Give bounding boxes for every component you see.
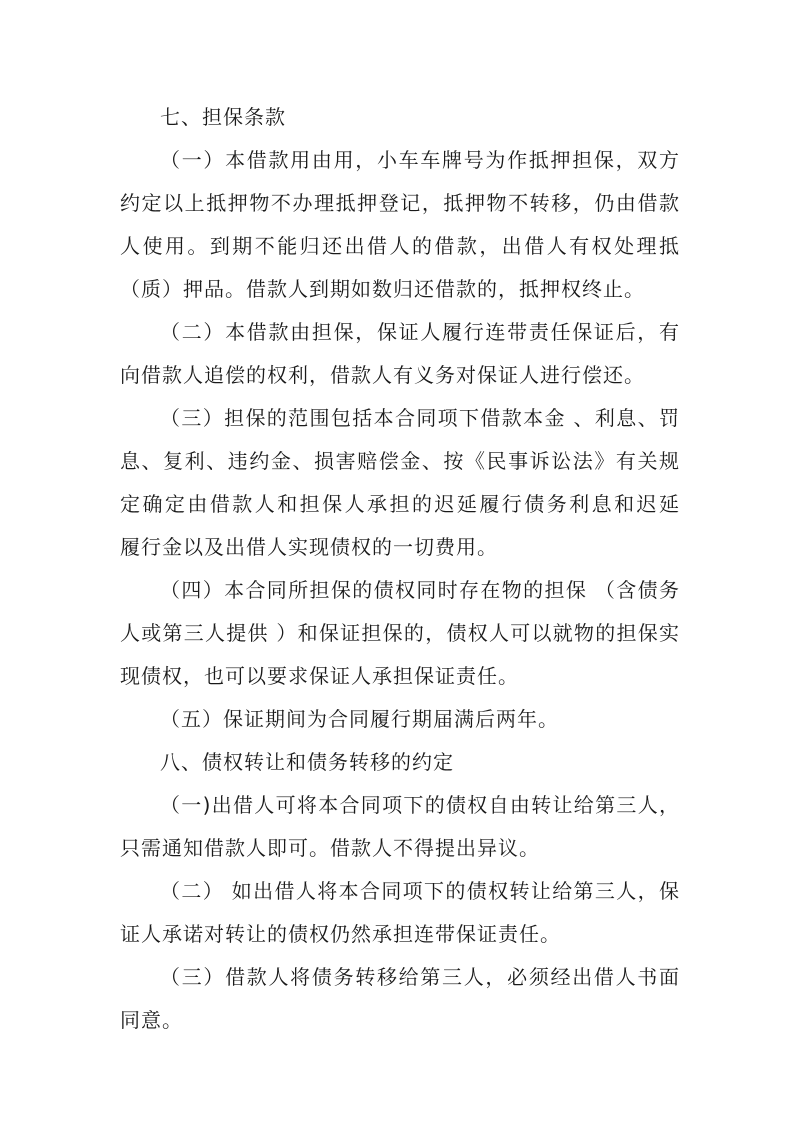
paragraph-line: 现债权，也可以要求保证人承担保证责任。 <box>120 664 519 688</box>
paragraph-line: 证人承诺对转让的债权仍然承担连带保证责任。 <box>120 922 561 946</box>
paragraph-line: （一)出借人可将本合同项下的债权自由转让给第三人， <box>160 793 680 817</box>
paragraph-line: 人或第三人提供 ）和保证担保的，债权人可以就物的担保实 <box>120 621 680 645</box>
paragraph-line: （质）押品。借款人到期如数归还借款的，抵押权终止。 <box>120 277 645 301</box>
paragraph-line: （二）本借款由担保，保证人履行连带责任保证后，有 <box>160 320 680 344</box>
paragraph-line: （一）本借款用由用，小车车牌号为作抵押担保，双方 <box>160 148 680 172</box>
paragraph-line: 约定以上抵押物不办理抵押登记，抵押物不转移，仍由借款 <box>120 191 680 215</box>
paragraph-line: （三）借款人将债务转移给第三人，必须经出借人书面 <box>160 965 680 989</box>
paragraph-line: 向借款人追偿的权利，借款人有义务对保证人进行偿还。 <box>120 363 645 387</box>
paragraph-line: 同意。 <box>120 1008 183 1032</box>
paragraph-line: 只需通知借款人即可。借款人不得提出异议。 <box>120 836 540 860</box>
paragraph-line: （五）保证期间为合同履行期届满后两年。 <box>160 707 559 731</box>
paragraph-line: 定确定由借款人和担保人承担的迟延履行债务利息和迟延 <box>120 492 680 516</box>
paragraph-line: 履行金以及出借人实现债权的一切费用。 <box>120 535 498 559</box>
paragraph-line: （二） 如出借人将本合同项下的债权转让给第三人，保 <box>160 879 680 903</box>
section-heading-guarantee: 七、担保条款 <box>160 105 286 129</box>
paragraph-line: （三）担保的范围包括本合同项下借款本金 、利息、罚 <box>160 406 680 430</box>
paragraph-line: 息、复利、违约金、损害赔偿金、按《民事诉讼法》有关规 <box>120 449 680 473</box>
paragraph-line: （四）本合同所担保的债权同时存在物的担保 （含债务 <box>160 578 680 602</box>
paragraph-line: 人使用。到期不能归还出借人的借款，出借人有权处理抵 <box>120 234 680 258</box>
section-heading-transfer: 八、债权转让和债务转移的约定 <box>160 750 454 774</box>
